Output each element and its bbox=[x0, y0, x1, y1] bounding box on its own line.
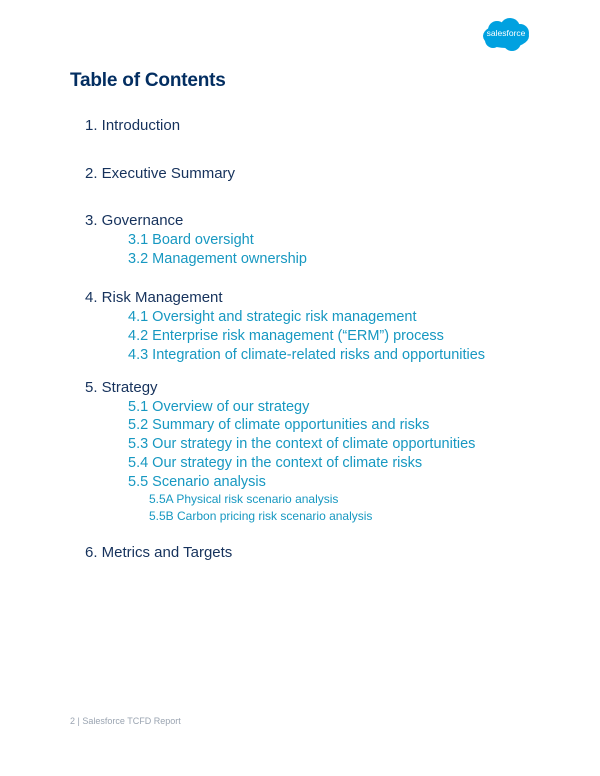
toc-item-carbon-pricing-scenario[interactable]: 5.5B Carbon pricing risk scenario analysis bbox=[149, 509, 373, 523]
toc-item-oversight-strategic-risk[interactable]: 4.1 Oversight and strategic risk management bbox=[128, 309, 417, 325]
toc-item-governance[interactable]: 3. Governance bbox=[85, 212, 184, 229]
toc-item-metrics-targets[interactable]: 6. Metrics and Targets bbox=[85, 544, 233, 561]
toc-item-introduction[interactable]: 1. Introduction bbox=[85, 117, 181, 134]
toc-item-climate-integration[interactable]: 4.3 Integration of climate-related risks and opportunities bbox=[128, 347, 486, 363]
logo-wordmark: salesforce bbox=[486, 28, 526, 38]
toc-item-opportunities-risks-summary[interactable]: 5.2 Summary of climate opportunities and risks bbox=[128, 417, 430, 433]
toc-item-strategy-risks[interactable]: 5.4 Our strategy in the context of climate risks bbox=[128, 455, 423, 471]
toc-item-board-oversight[interactable]: 3.1 Board oversight bbox=[128, 232, 254, 248]
toc-item-strategy-opportunities[interactable]: 5.3 Our strategy in the context of climate opportunities bbox=[128, 436, 476, 452]
toc-item-executive-summary[interactable]: 2. Executive Summary bbox=[85, 165, 236, 182]
page-title: Table of Contents bbox=[70, 70, 226, 91]
toc-item-erm-process[interactable]: 4.2 Enterprise risk management (“ERM”) process bbox=[128, 328, 444, 344]
salesforce-logo bbox=[481, 17, 531, 53]
toc-item-physical-risk-scenario[interactable]: 5.5A Physical risk scenario analysis bbox=[149, 492, 339, 506]
toc-item-management-ownership[interactable]: 3.2 Management ownership bbox=[128, 251, 307, 267]
toc-item-scenario-analysis[interactable]: 5.5 Scenario analysis bbox=[128, 474, 266, 490]
toc-item-risk-management[interactable]: 4. Risk Management bbox=[85, 289, 223, 306]
toc-item-strategy-overview[interactable]: 5.1 Overview of our strategy bbox=[128, 399, 310, 415]
toc-item-strategy[interactable]: 5. Strategy bbox=[85, 379, 158, 396]
page-footer: 2 | Salesforce TCFD Report bbox=[70, 716, 181, 726]
